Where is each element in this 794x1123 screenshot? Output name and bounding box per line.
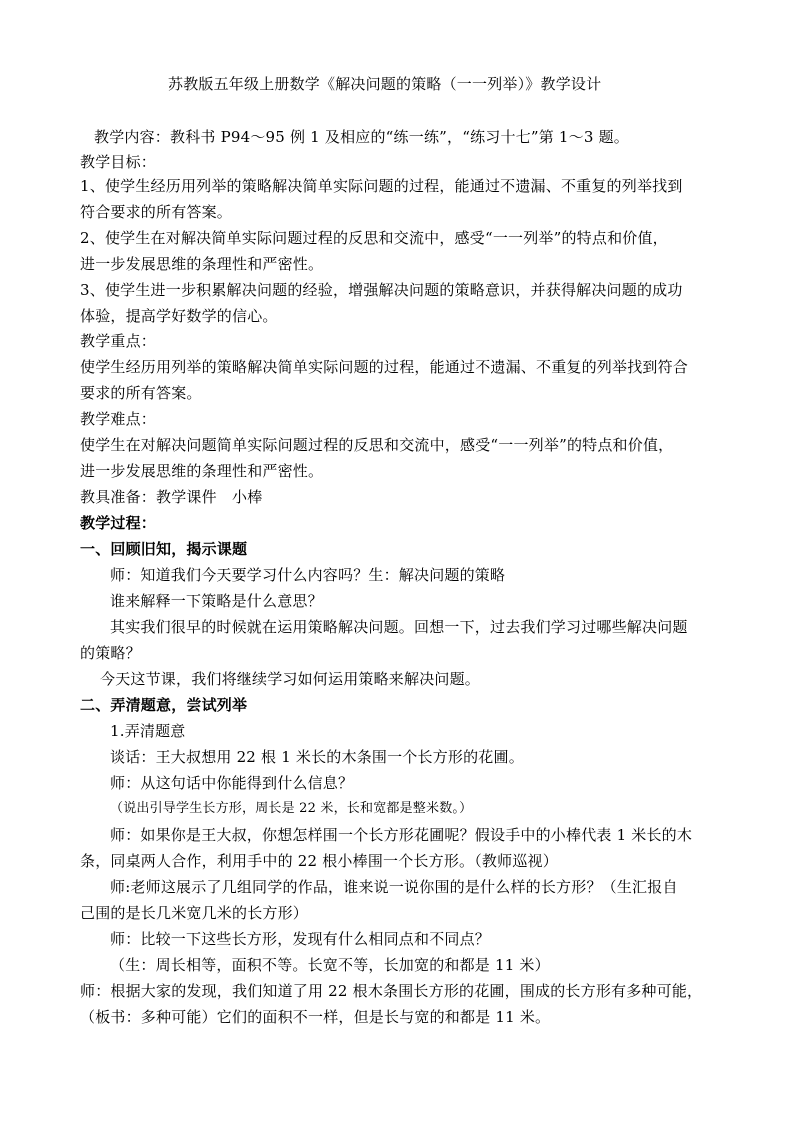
key-points-line-2: 要求的所有答案。 xyxy=(80,384,202,402)
goal-1-line-2: 符合要求的所有答案。 xyxy=(80,203,233,221)
section-1-line-2: 谁来解释一下策略是什么意思？ xyxy=(110,592,323,610)
goal-3-line-2: 体验，提高学好数学的信心。 xyxy=(80,307,278,325)
section-1-heading: 一、回顾旧知，揭示课题 xyxy=(80,540,248,558)
goal-2-line-2: 进一步发展思维的条理性和严密性。 xyxy=(80,255,324,273)
process-heading: 教学过程： xyxy=(80,514,157,532)
section-2-line-11: 师：根据大家的发现，我们知道了用 22 根木条围长方形的花圃，围成的长方形有多种可能， xyxy=(80,982,703,1000)
document-title: 苏教版五年级上册数学《解决问题的策略（一一列举）》教学设计 xyxy=(168,75,602,93)
difficulty-heading: 教学难点： xyxy=(80,410,157,428)
section-2-line-4: （说出引导学生长方形，周长是 22 米，长和宽都是整米数。） xyxy=(110,801,473,816)
section-2-line-1: 1.弄清题意 xyxy=(110,722,186,740)
section-1-line-4: 的策略？ xyxy=(80,644,141,662)
section-2-line-2: 谈话：王大叔想用 22 根 1 米长的木条围一个长方形的花圃。 xyxy=(110,748,524,766)
difficulty-line-1: 使学生在对解决问题简单实际问题过程的反思和交流中，感受“一一列举”的特点和价值， xyxy=(80,436,674,454)
section-2-line-9: 师：比较一下这些长方形，发现有什么相同点和不同点？ xyxy=(110,930,491,948)
goal-1-line-1: 1、使学生经历用列举的策略解决简单实际问题的过程，能通过不遗漏、不重复的列举找到 xyxy=(80,177,683,195)
difficulty-line-2: 进一步发展思维的条理性和严密性。 xyxy=(80,462,324,480)
section-2-line-3: 师：从这句话中你能得到什么信息？ xyxy=(110,774,354,792)
teaching-content-line: 教学内容：教科书 P94～95 例 1 及相应的“练一练”，“练习十七”第 1～3 题。 xyxy=(94,128,629,146)
goal-3-line-1: 3、使学生进一步积累解决问题的经验，增强解决问题的策略意识，并获得解决问题的成功 xyxy=(80,281,683,299)
key-points-heading: 教学重点： xyxy=(80,332,157,350)
section-2-line-5: 师：如果你是王大叔，你想怎样围一个长方形花圃呢？假设手中的小棒代表 1 米长的木 xyxy=(110,826,693,844)
section-2-heading: 二、弄清题意，尝试列举 xyxy=(80,696,248,714)
section-1-line-1: 师：知道我们今天要学习什么内容吗？生：解决问题的策略 xyxy=(110,566,506,584)
teaching-goals-heading: 教学目标： xyxy=(80,153,157,171)
section-1-line-3: 其实我们很早的时候就在运用策略解决问题。回想一下，过去我们学习过哪些解决问题 xyxy=(110,618,688,636)
key-points-line-1: 使学生经历用列举的策略解决简单实际问题的过程，能通过不遗漏、不重复的列举找到符合 xyxy=(80,358,689,376)
section-1-line-5: 今天这节课，我们将继续学习如何运用策略来解决问题。 xyxy=(100,670,481,688)
tools-line: 教具准备：教学课件 小棒 xyxy=(80,488,263,506)
section-2-line-6: 条，同桌两人合作，利用手中的 22 根小棒围一个长方形。（教师巡视） xyxy=(80,852,558,870)
section-2-line-12: （板书：多种可能）它们的面积不一样，但是长与宽的和都是 11 米。 xyxy=(80,1008,551,1026)
section-2-line-7: 师:老师这展示了几组同学的作品，谁来说一说你围的是什么样的长方形？（生汇报自 xyxy=(110,878,678,896)
section-2-line-8: 己围的是长几米宽几米的长方形） xyxy=(80,904,309,922)
section-2-line-10: （生：周长相等，面积不等。长宽不等，长加宽的和都是 11 米） xyxy=(110,956,550,974)
goal-2-line-1: 2、使学生在对解决简单实际问题过程的反思和交流中，感受“一一列举”的特点和价值， xyxy=(80,229,668,247)
